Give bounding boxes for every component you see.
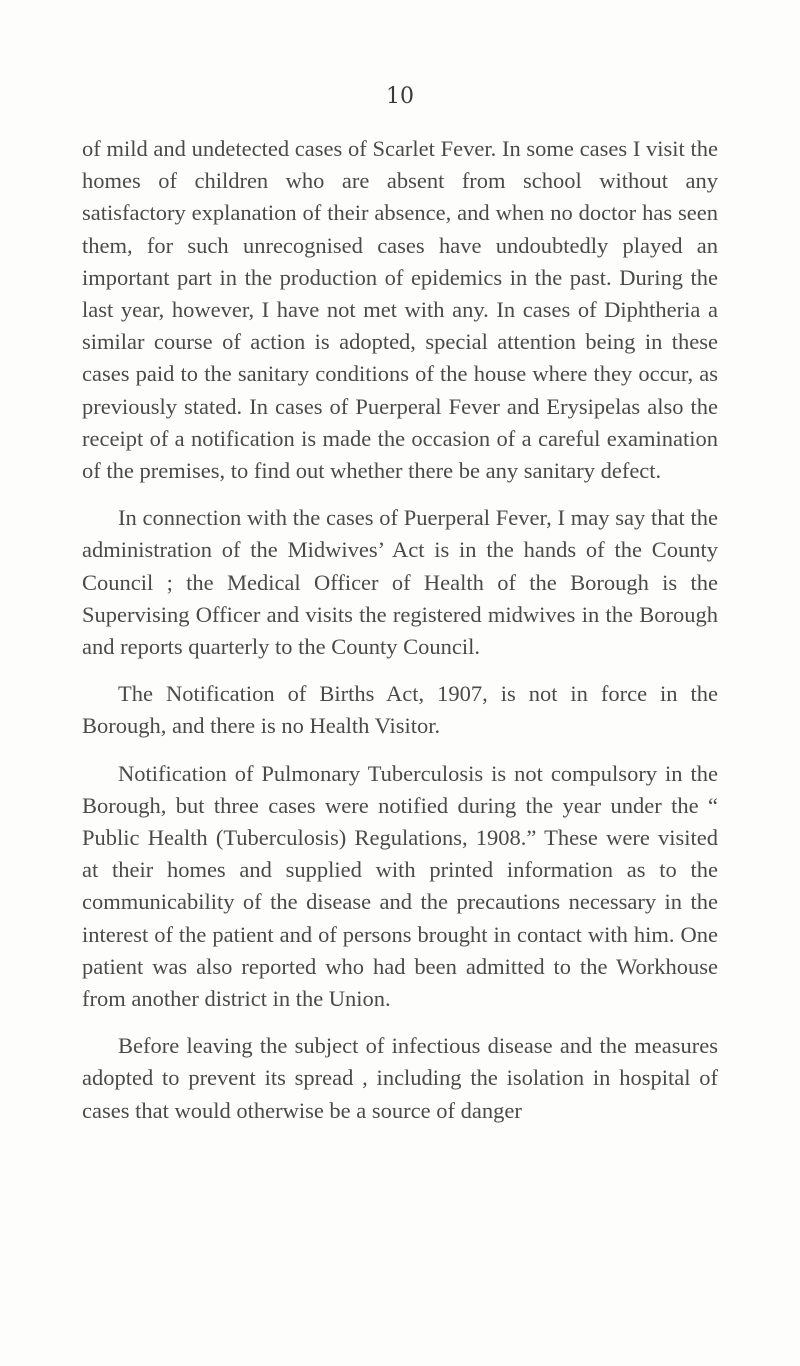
page-number: 10 — [386, 84, 414, 109]
paragraph-pulmonary-tuberculosis: Notification of Pulmonary Tuberculosis is not compulsory in the Borough, but three cases were notified during the year under the “ Public Health (Tuberculosis) Regulations, 1908.” These were visited at their homes and supplied with printed information as to the communicability of the disease and the precautions necessary in the interest of the patient and of persons brought in contact with him. One patient was also reported who had been admitted to the Workhouse from another district in the Union. — [82, 760, 718, 1012]
body-text — [82, 133, 718, 1127]
paragraph-before-leaving: Before leaving the subject of infectious disease and the measures adopted to prevent its spread , including the isolation in hospital of cases that would otherwise be a source of danger — [82, 1033, 718, 1123]
paragraph-midwives-act: In connection with the cases of Puerperal Fever, I may say that the administration of the Midwives’ Act is in the hands of the County Council ; the Medical Officer of Health of the Borough is the Supervising Officer and visits the registered midwives in the Borough and reports quarterly to the County Council. — [82, 505, 718, 660]
paragraph-notification-of-births: The Notification of Births Act, 1907, is not in force in the Borough, and there is no Health Visitor. — [82, 681, 718, 739]
paragraph-infectious-cases: of mild and undetected cases of Scarlet Fever. In some cases I visit the homes of children who are absent from school without any satisfactory explanation of their absence, and when no doctor has seen them, for such unrecognised cases have undoubtedly played an important part in the production of epidemics in the past. During the last year, however, I have not met with any. In cases of Diphtheria a similar course of action is adopted, special attention being in these cases paid to the sanitary conditions of the house where they occur, as previously stated. In cases of Puerperal Fever and Erysipelas also the receipt of a notification is made the occasion of a careful examination of the premises, to find out whether there be any sanitary defect. — [82, 136, 718, 484]
